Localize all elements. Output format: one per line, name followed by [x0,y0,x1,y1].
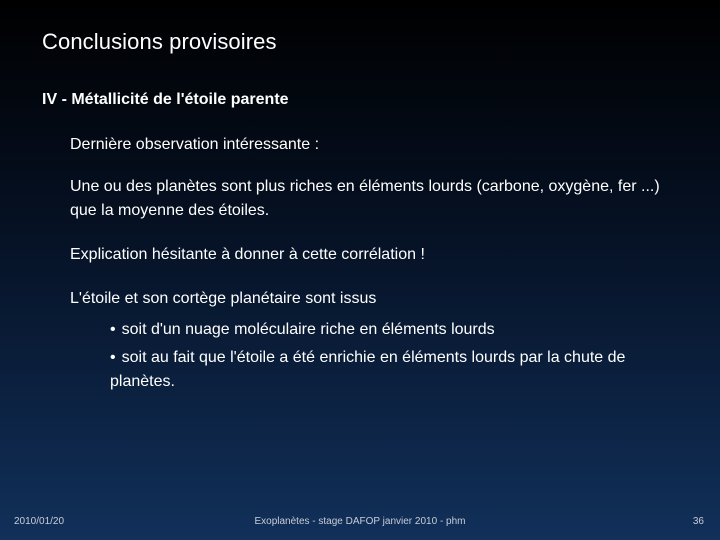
paragraph-observation: Une ou des planètes sont plus riches en éléments lourds (carbone, oxygène, fer ...) que la moyenne des étoiles. [70,178,660,219]
bullet-list [110,318,630,398]
paragraph-intro: Dernière observation intéressante : [70,136,320,153]
page-number: 36 [692,516,704,527]
paragraph-explanation: Explication hésitante à donner à cette corrélation ! [70,246,425,263]
section-subtitle: IV - Métallicité de l'étoile parente [42,91,289,108]
slide-title: Conclusions provisoires [42,29,277,54]
footer-caption: Exoplanètes - stage DAFOP janvier 2010 - phm [254,516,466,527]
bullet-dot-icon: • [110,349,116,366]
bullet-dot-icon: • [110,321,116,338]
bullet-item [110,346,630,394]
bullet-text: soit au fait que l'étoile a été enrichie en éléments lourds par la chute de planètes. [110,349,626,390]
bullet-text: soit d'un nuage moléculaire riche en éléments lourds [121,321,495,338]
footer-date: 2010/01/20 [14,516,65,527]
paragraph-origin: L'étoile et son cortège planétaire sont issus [70,290,377,307]
bullet-item [110,318,630,342]
